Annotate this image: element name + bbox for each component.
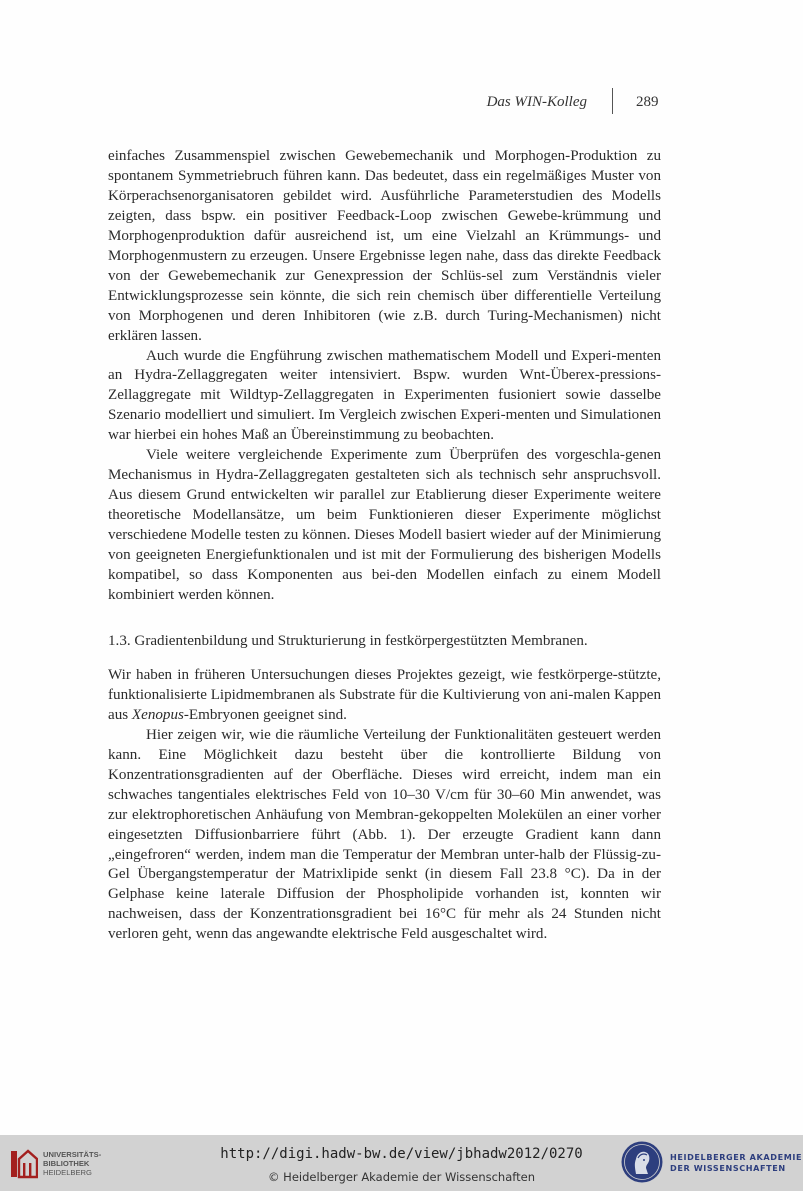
ub-line-3: HEIDELBERG xyxy=(43,1168,92,1177)
paragraph-1: einfaches Zusammenspiel zwischen Gewebemechanik und Morphogen-Produktion zu spontanem Symmetriebruch führen kann. Das bedeutet, dass ein regelmäßiges Muster von Körperachsenorganisatoren gebildet wird. Ausführliche Parameterstudien des Modells zeigten, dass bspw. ein positiver Feedback-Loop zwischen Gewebe-krümmung und Morphogenproduktion dafür ausreichend ist, um eine Vielzahl an Krümmungs- und Morphogenmustern zu erzeugen. Unsere Ergebnisse legen nahe, dass das direkte Feedback von der Gewebemechanik zur Genexpression der Schlüs-sel zum Verständnis vieler Entwicklungsprozesse sein könnte, die sich rein chemisch über differentielle Verteilung von Morphogenen und deren Inhibitoren (wie z.B. durch Turing-Mechanismen) nicht erklären lassen. xyxy=(108,148,661,344)
section-heading: 1.3. Gradientenbildung und Strukturierung in festkörpergestützten Membranen. xyxy=(108,632,588,649)
academy-seal-icon xyxy=(620,1140,664,1184)
species-name: Xenopus xyxy=(131,706,184,723)
paragraph-5: Hier zeigen wir, wie die räumliche Verteilung der Funktionalitäten gesteuert werden kann. Eine Möglichkeit dazu besteht über die kontrollierte Bildung von Konzentrationsgradienten auf der Oberfläche. Dieses wird erreicht, indem man ein schwaches tangentiales elektrisches Feld von 10–30 V/cm für 30–60 Min anwendet, was zur elektrophoretischen Anhäufung von Membran-gekoppelten Molekülen an einer vorher eingesetzten Diffusionbarriere führt (Abb. 1). Der erzeugte Gradient kann dann „eingefroren“ werden, indem man die Temperatur der Membran unter-halb der Flüssig-zu-Gel Übergangstemperatur der Matrixlipide senkt (in diesem Fall 23.8 °C). Da in der Gelphase keine laterale Diffusion der Phospholipide vorhanden ist, konnten wir nachweisen, dass der Konzentrationsgradient bei 16°C für mehr als 24 Stunden nicht verloren geht, wenn das angewandte elektrische Feld ausgeschaltet wird. xyxy=(108,726,661,943)
academy-line-1: HEIDELBERGER AKADEMIE xyxy=(670,1152,803,1162)
running-header xyxy=(0,94,803,118)
academy-logo[interactable] xyxy=(620,1140,803,1186)
page-number: 289 xyxy=(636,94,659,110)
paragraph-4-end: -Embryonen geeignet sind. xyxy=(183,706,347,723)
ub-line-1: UNIVERSITÄTS- xyxy=(43,1150,102,1159)
permalink-url[interactable]: http://digi.hadw-bw.de/view/jbhadw2012/0270 xyxy=(220,1146,583,1162)
copyright-notice: © Heidelberger Akademie der Wissenschaften xyxy=(268,1170,535,1184)
academy-line-2: DER WISSENSCHAFTEN xyxy=(670,1162,786,1173)
body-text xyxy=(108,147,661,945)
academy-wordmark xyxy=(670,1152,802,1173)
running-title: Das WIN-Kolleg xyxy=(486,94,587,110)
paragraph-2: Auch wurde die Engführung zwischen mathematischem Modell und Experi-menten an Hydra-Zellaggregaten weiter intensiviert. Bspw. wurden Wnt-Überex-pressions-Zellaggregate mit Wildtyp-Zellaggregaten in Experimenten fusioniert sowie dasselbe Szenario modelliert und simuliert. Im Vergleich zwischen Experi-menten und Simulationen war hierbei ein hohes Maß an Übereinstimmung zu beobachten. xyxy=(108,347,661,444)
ub-line-2: BIBLIOTHEK xyxy=(43,1159,90,1168)
footer-bar xyxy=(0,1135,803,1191)
paragraph-3: Viele weitere vergleichende Experimente zum Überprüfen des vorgeschla-genen Mechanismus in Hydra-Zellaggregaten gestalteten sich als technisch sehr anspruchsvoll. Aus diesem Grund entwickelten wir parallel zur Etablierung dieser Experimente weitere theoretische Modellansätze, um beim Funktionieren dieser Experimente möglichst verschiedene Modelle testen zu können. Dieses Modell basiert wieder auf der Minimierung von geeigneten Energiefunktionalen und ist mit der Formulierung des bisherigen Modells kompatibel, so dass Komponenten aus bei-den Modellen einfach zu einem Modell kombiniert werden können. xyxy=(108,447,661,603)
paragraph-4-start: Wir haben in früheren Untersuchungen dieses Projektes gezeigt, wie festkörperge-stützte, funktionalisierte Lipidmembranen als Substrate für die Kultivierung von ani-malen Kappen aus xyxy=(108,666,661,723)
header-divider xyxy=(612,88,613,114)
paragraph-4 xyxy=(108,666,661,726)
